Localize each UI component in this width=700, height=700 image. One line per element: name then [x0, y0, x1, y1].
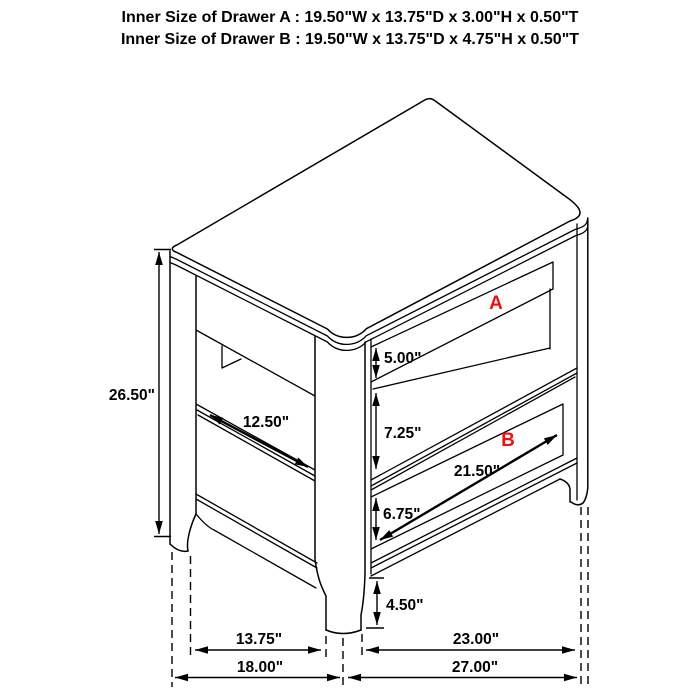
right-leg-bracket [560, 479, 570, 502]
leg-clearance-label: 4.50" [386, 597, 424, 614]
dimension-annotations [109, 250, 577, 678]
tabletop-edge-band-line-1 [170, 220, 587, 344]
left-leg-bottom [170, 544, 188, 551]
overall-height-label: 26.50" [108, 387, 155, 404]
drawer-a-height-label: 5.00" [384, 350, 422, 367]
front-corner-post-left-edge [315, 336, 326, 630]
side-apron-bottom-edge [196, 330, 315, 396]
open-shelf-height-label: 7.25" [384, 425, 422, 442]
leg-clearance-ticks [366, 578, 384, 628]
right-post-outer-edge [583, 218, 588, 503]
dim-drawer-a-height [376, 348, 422, 378]
dim-overall-width [348, 659, 577, 678]
dim-overall-depth [175, 659, 340, 678]
side-bottom-rail [196, 494, 317, 588]
front-leg-span-label: 23.00" [452, 631, 500, 648]
overall-depth-label: 18.00" [236, 659, 284, 676]
dim-drawer-b-width [380, 435, 557, 540]
nightstand-structure [170, 99, 588, 634]
drawer-b-height-label: 6.75" [383, 506, 421, 523]
dim-side-leg-span [195, 631, 321, 650]
overall-width-label: 27.00" [451, 659, 499, 676]
side-leg-span-label: 13.75" [235, 631, 283, 648]
dim-side-shelf-width [210, 414, 308, 467]
drawer-b-part-label: B [501, 430, 515, 451]
side-shelf-width-label: 12.50" [242, 414, 290, 431]
right-leg-bottom [571, 502, 583, 505]
drawer-a-inner-size-text: Inner Size of Drawer A : 19.50"W x 13.75"D x 3.00"H x 0.50"T [121, 9, 579, 26]
extension-lines [172, 507, 588, 687]
drawer-a-part-label: A [489, 293, 503, 314]
drawer-b-inner-size-text: Inner Size of Drawer B : 19.50"W x 13.75"D x 4.75"H x 0.50"T [120, 31, 580, 48]
dim-leg-clearance [366, 578, 424, 628]
left-leg-taper [187, 514, 196, 551]
dim-overall-height [109, 250, 171, 537]
front-corner-post-right-edge [361, 342, 365, 630]
tabletop-outline [172, 99, 580, 338]
front-leg-bottom [326, 630, 361, 634]
overall-height-ticks [154, 250, 171, 537]
drawer-b-width-arrow [380, 435, 557, 540]
dim-open-shelf-height [376, 393, 422, 469]
dim-front-leg-span [366, 631, 575, 650]
drawer-b-width-label: 21.50" [453, 463, 501, 480]
